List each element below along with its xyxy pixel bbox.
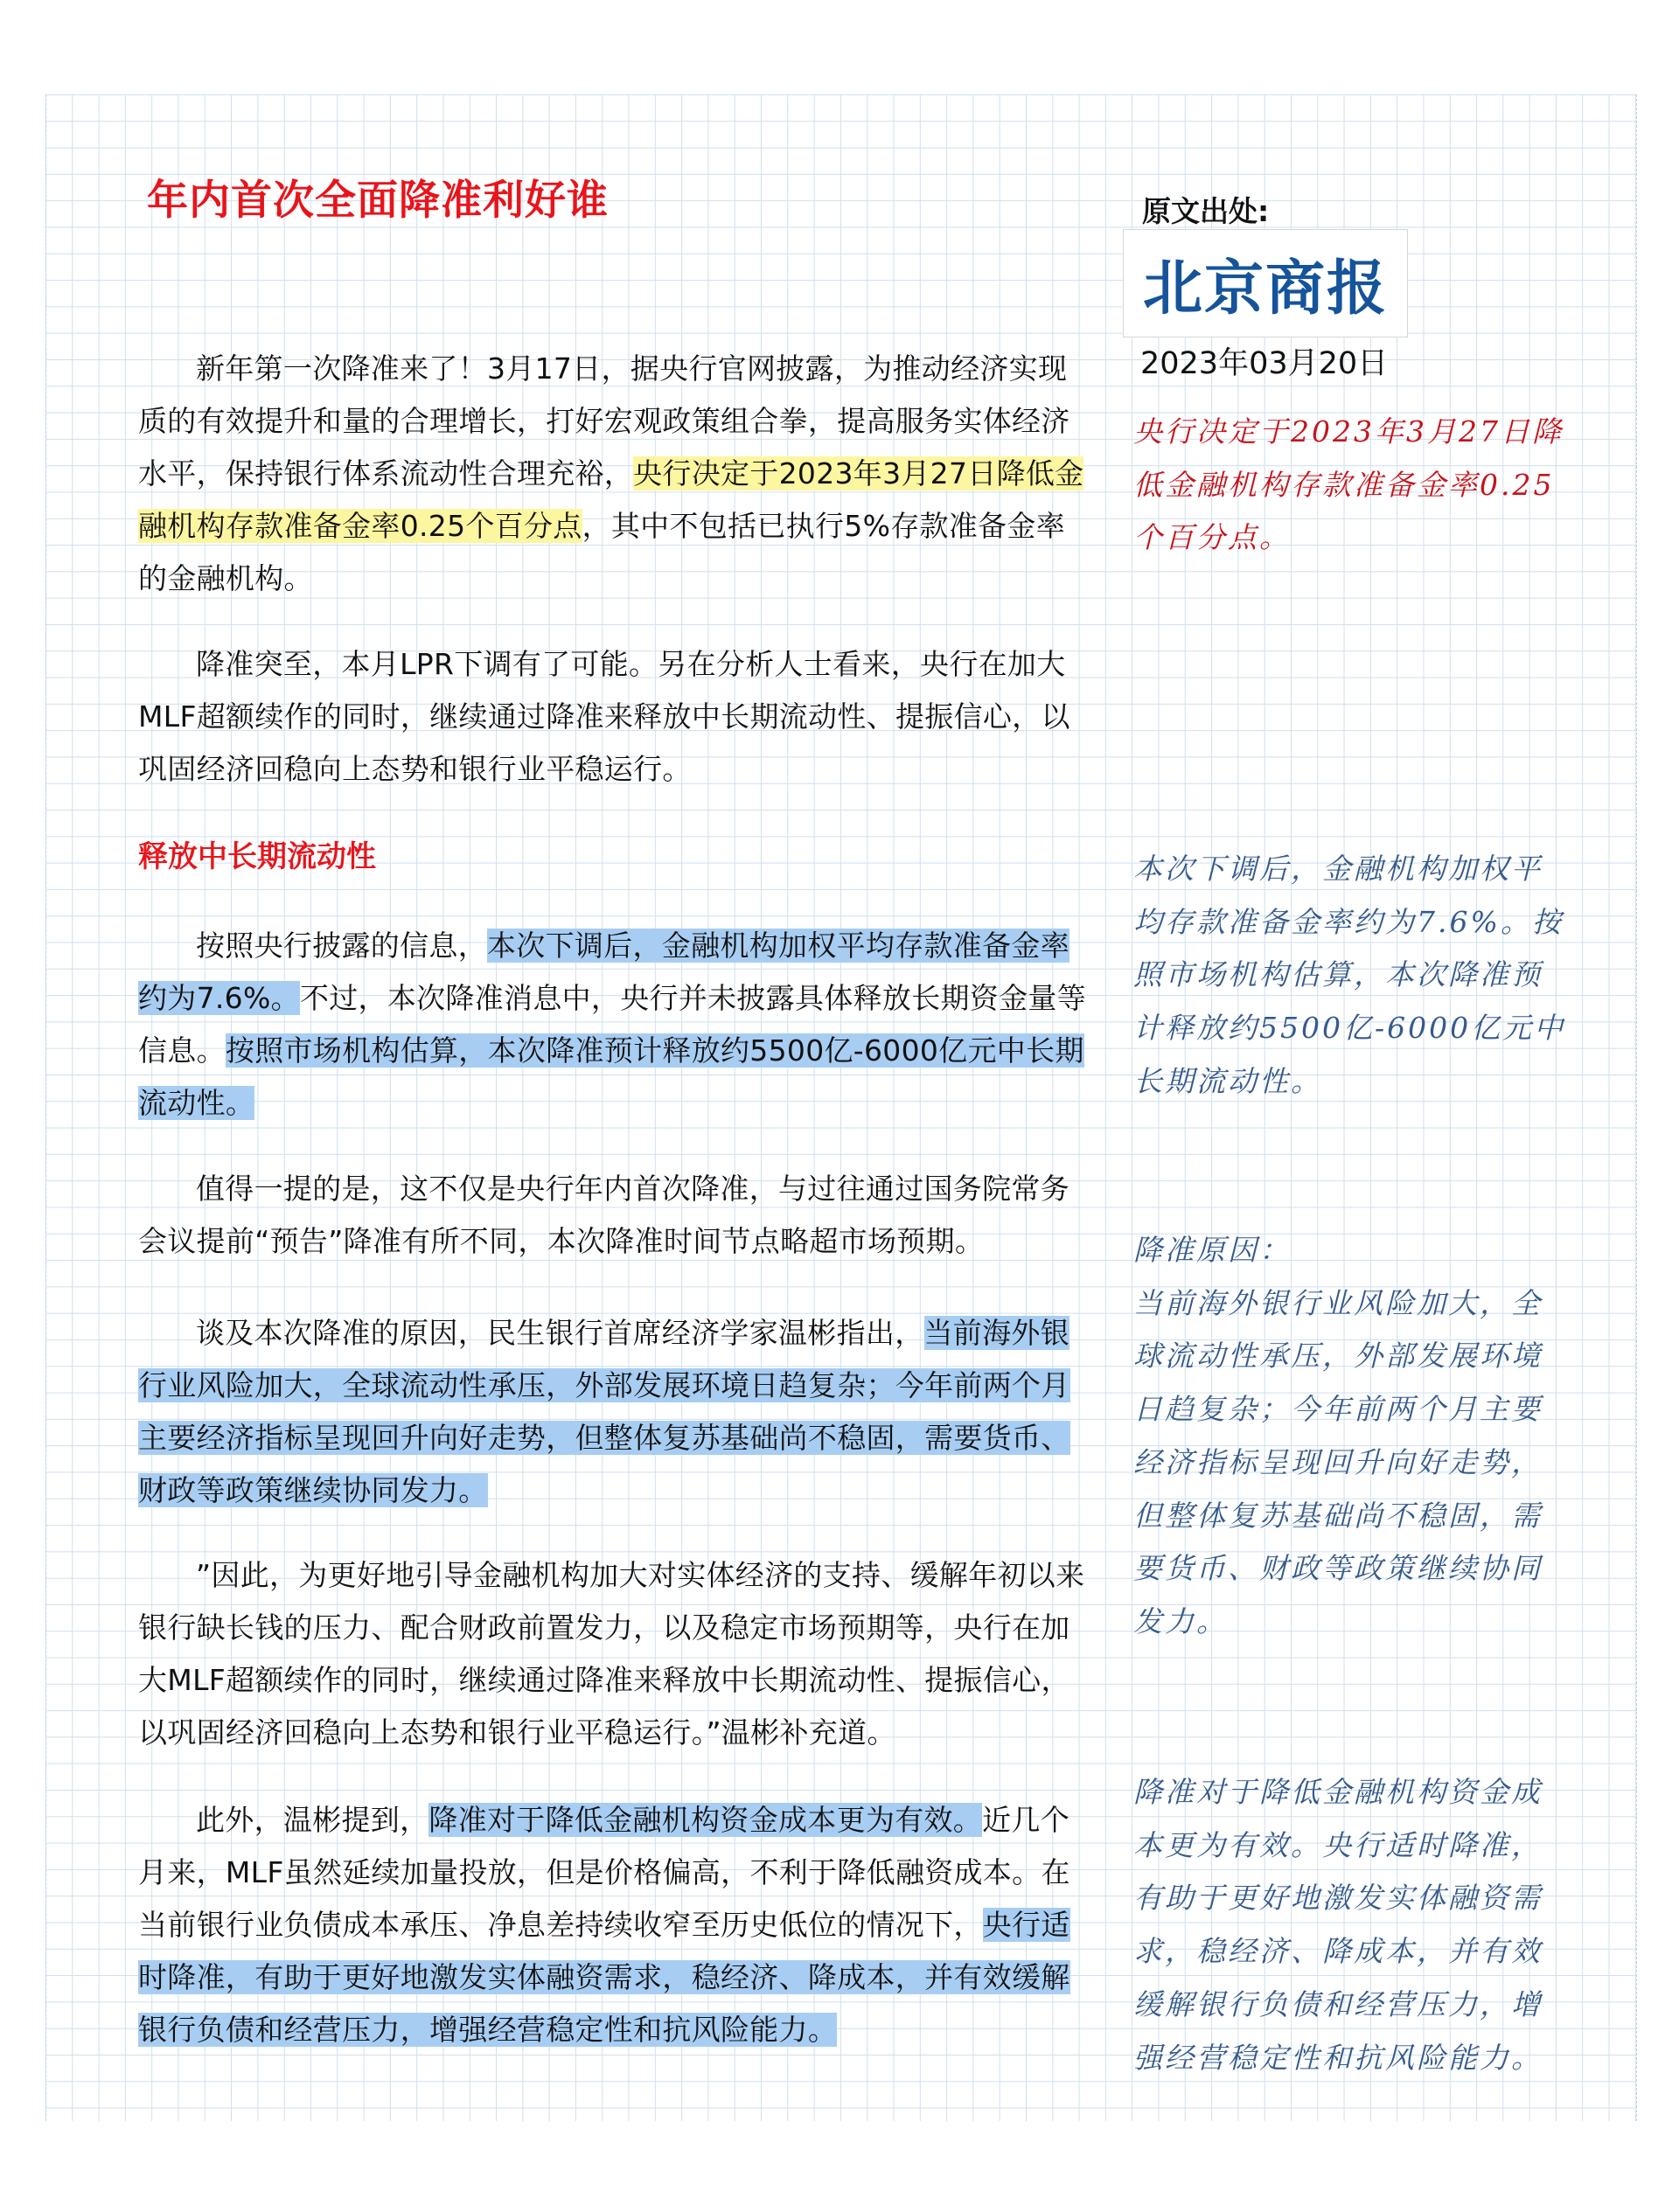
publication-name: 北京商报 bbox=[1142, 253, 1388, 323]
p5-highlight: 当前海外银行业风险加大，全球流动性承压，外部发展环境日趋复杂；今年前两个月主要经济指标呈现回升向好走势，但整体复苏基础尚不稳固，需要货币、财政等政策继续协同发力。 bbox=[138, 1316, 1070, 1507]
p4-text: 值得一提的是，这不仅是央行年内首次降准，与过往通过国务院常务会议提前“预告”降准有所不同，本次降准时间节点略超市场预期。 bbox=[138, 1172, 1069, 1258]
p3-text: 按照央行披露的信息， bbox=[196, 929, 487, 963]
margin-note-3-heading: 降准原因： bbox=[1133, 1233, 1291, 1267]
paragraph-4 bbox=[138, 1163, 1091, 1268]
p7-highlight-1: 降准对于降低金融机构资金成本更为有效。 bbox=[428, 1803, 983, 1837]
p6-text: ”因此，为更好地引导金融机构加大对实体经济的支持、缓解年初以来银行缺长钱的压力、配合财政前置发力，以及稳定市场预期等，央行在加大MLF超额续作的同时，继续通过降准来释放中长期流动性、提振信心，以巩固经济回稳向上态势和银行业平稳运行。”温彬补充道。 bbox=[138, 1558, 1085, 1749]
p3-highlight-2: 按照市场机构估算，本次降准预计释放约5500亿-6000亿元中长期流动性。 bbox=[138, 1033, 1084, 1120]
margin-note-3 bbox=[1133, 1224, 1571, 1649]
margin-note-1: 央行决定于2023年3月27日降低金融机构存款准备金率0.25个百分点。 bbox=[1133, 414, 1564, 555]
p7-text: 此外，温彬提到， bbox=[196, 1803, 429, 1837]
paragraph-7 bbox=[138, 1794, 1091, 2056]
p3-highlight-1: 本次下调后，金融机构加权平均存款准备金率约为7.6%。 bbox=[138, 929, 1069, 1015]
margin-note-3-body: 当前海外银行业风险加大，全球流动性承压，外部发展环境日趋复杂；今年前两个月主要经济指标呈现回升向好走势，但整体复苏基础尚不稳固，需要货币、财政等政策继续协同发力。 bbox=[1133, 1285, 1543, 1638]
p3-text-mid: 不过，本次降准消息中，央行并未披露具体释放长期资金量等信息。 bbox=[138, 981, 1087, 1068]
publication-logo bbox=[1123, 229, 1408, 337]
paragraph-6 bbox=[138, 1549, 1091, 1759]
p5-text: 谈及本次降准的原因，民生银行首席经济学家温彬指出， bbox=[196, 1316, 924, 1350]
paragraph-2 bbox=[138, 638, 1091, 796]
section-heading: 释放中长期流动性 bbox=[138, 839, 376, 874]
margin-note-4: 降准对于降低金融机构资金成本更为有效。央行适时降准，有助于更好地激发实体融资需求，稳经济、降成本，并有效缓解银行负债和经营压力，增强经营稳定性和抗风险能力。 bbox=[1133, 1775, 1543, 2075]
publication-date: 2023年03月20日 bbox=[1140, 346, 1389, 381]
article-title: 年内首次全面降准利好谁 bbox=[147, 177, 609, 225]
p7-text-mid: 近几个月来，MLF虽然延续加量投放，但是价格偏高，不利于降低融资成本。在当前银行业负债成本承压、净息差持续收窄至历史低位的情况下， bbox=[138, 1803, 1070, 1942]
p1-text-end: ，其中不包括已执行5%存款准备金率的金融机构。 bbox=[138, 509, 1066, 595]
p2-text: 降准突至，本月LPR下调有了可能。另在分析人士看来，央行在加大MLF超额续作的同时，继续通过降准来释放中长期流动性、提振信心，以巩固经济回稳向上态势和银行业平稳运行。 bbox=[138, 647, 1070, 786]
margin-note-2: 本次下调后，金融机构加权平均存款准备金率约为7.6%。按照市场机构估算，本次降准预计释放约5500亿-6000亿元中长期流动性。 bbox=[1133, 852, 1566, 1098]
paragraph-3 bbox=[138, 920, 1091, 1130]
source-label: 原文出处: bbox=[1142, 194, 1270, 228]
paragraph-5 bbox=[138, 1307, 1091, 1517]
paragraph-1 bbox=[138, 343, 1091, 605]
p1-text: 新年第一次降准来了！3月17日，据央行官网披露，为推动经济实现质的有效提升和量的合理增长，打好宏观政策组合拳，提高服务实体经济水平，保持银行体系流动性合理充裕， bbox=[138, 351, 1070, 490]
p1-highlight-yellow: 央行决定于2023年3月27日降低金融机构存款准备金率0.25个百分点 bbox=[138, 456, 1084, 543]
p7-highlight-2: 央行适时降准，有助于更好地激发实体融资需求，稳经济、降成本，并有效缓解银行负债和经营压力，增强经营稳定性和抗风险能力。 bbox=[138, 1908, 1070, 2047]
